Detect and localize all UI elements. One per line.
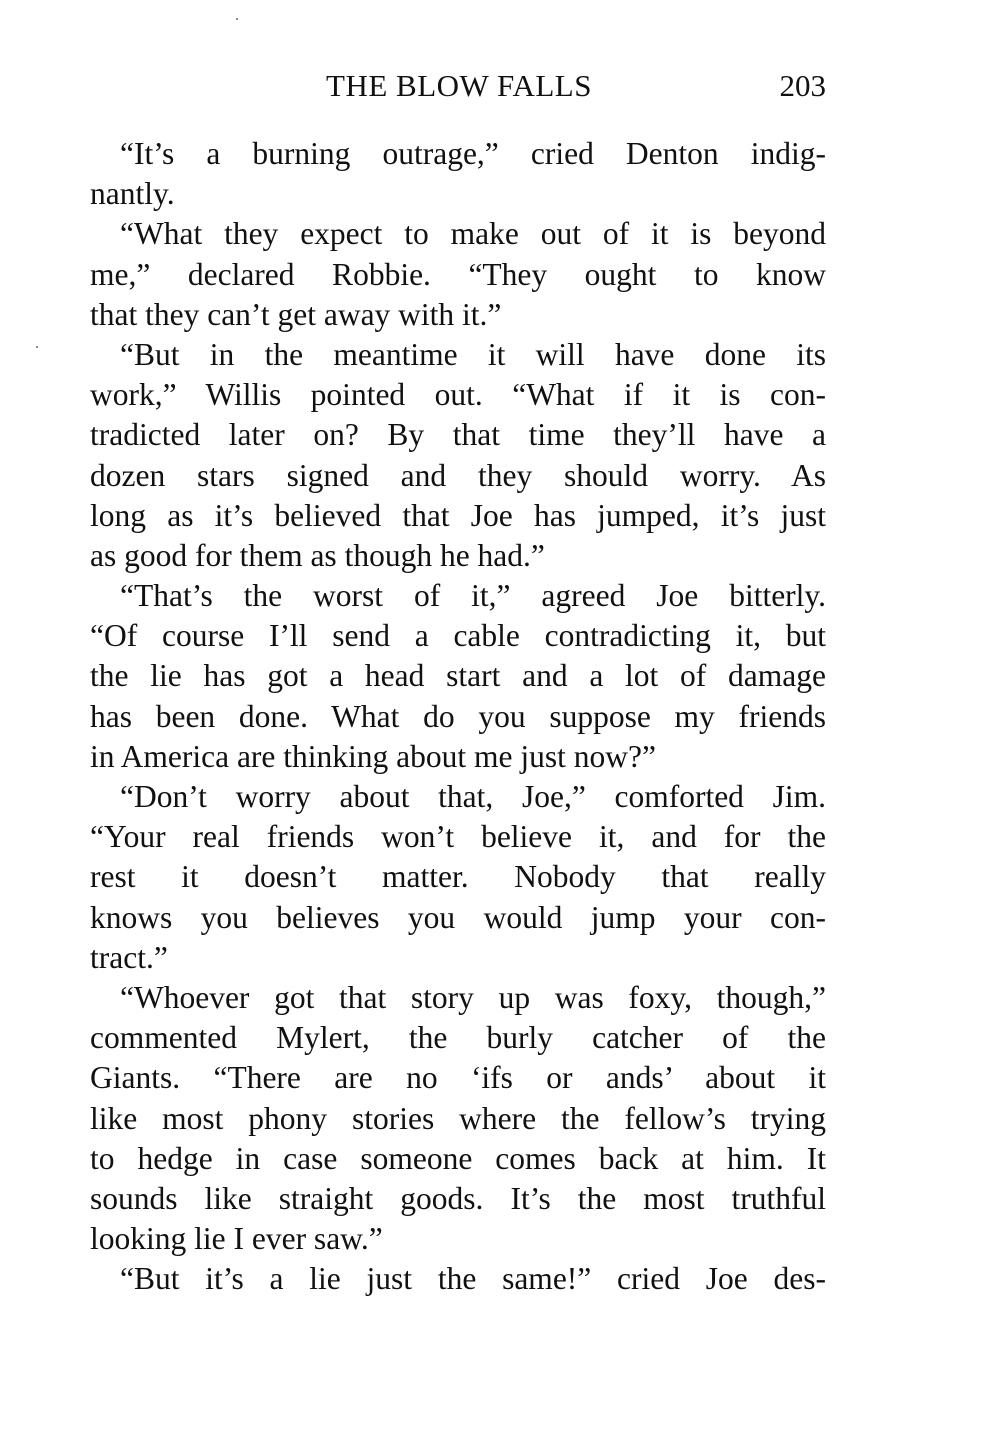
body-text (90, 134, 826, 1299)
text-line: “Of course I’ll send a cable contradicting it, but (90, 618, 826, 654)
text-line: work,” Willis pointed out. “What if it is con- (90, 377, 826, 413)
text-line: long as it’s believed that Joe has jumped, it’s just (90, 497, 826, 533)
text-line: tradicted later on? By that time they’ll have a (90, 417, 826, 453)
text-line: “It’s a burning outrage,” cried Denton indig- (120, 136, 826, 171)
text-line: “Your real friends won’t believe it, and for the (90, 819, 826, 855)
text-line: to hedge in case someone comes back at him. It (90, 1140, 826, 1176)
text-line: looking lie I ever saw.” (90, 1221, 383, 1257)
text-line: has been done. What do you suppose my friends (90, 698, 826, 734)
print-speck (236, 18, 238, 20)
text-line: “That’s the worst of it,” agreed Joe bitterly. (120, 578, 826, 614)
page-number: 203 (779, 68, 826, 103)
running-head (92, 66, 826, 106)
text-line: “But it’s a lie just the same!” cried Joe des- (120, 1261, 826, 1297)
text-line: “Whoever got that story up was foxy, though,” (120, 979, 826, 1015)
text-line: as good for them as though he had.” (90, 537, 545, 573)
text-line: like most phony stories where the fellow’s trying (90, 1100, 826, 1136)
text-line: knows you believes you would jump your con- (90, 899, 826, 935)
text-line: me,” declared Robbie. “They ought to know (90, 256, 826, 292)
text-line: nantly. (90, 176, 175, 212)
text-line: in America are thinking about me just now?” (90, 738, 656, 774)
text-line: the lie has got a head start and a lot of damage (90, 658, 826, 694)
text-line: that they can’t get away with it.” (90, 296, 502, 332)
print-speck (36, 346, 38, 348)
text-line: sounds like straight goods. It’s the most truthful (90, 1180, 826, 1216)
text-line: “But in the meantime it will have done its (120, 336, 826, 372)
running-title: THE BLOW FALLS (326, 68, 592, 103)
text-line: commented Mylert, the burly catcher of the (90, 1020, 826, 1056)
text-line: “Don’t worry about that, Joe,” comforted Jim. (120, 779, 826, 814)
text-line: dozen stars signed and they should worry. As (90, 457, 826, 493)
text-line: Giants. “There are no ‘ifs or ands’ about it (90, 1060, 826, 1096)
text-line: tract.” (90, 939, 168, 975)
text-line: rest it doesn’t matter. Nobody that really (90, 859, 826, 895)
text-line: “What they expect to make out of it is beyond (120, 216, 826, 252)
